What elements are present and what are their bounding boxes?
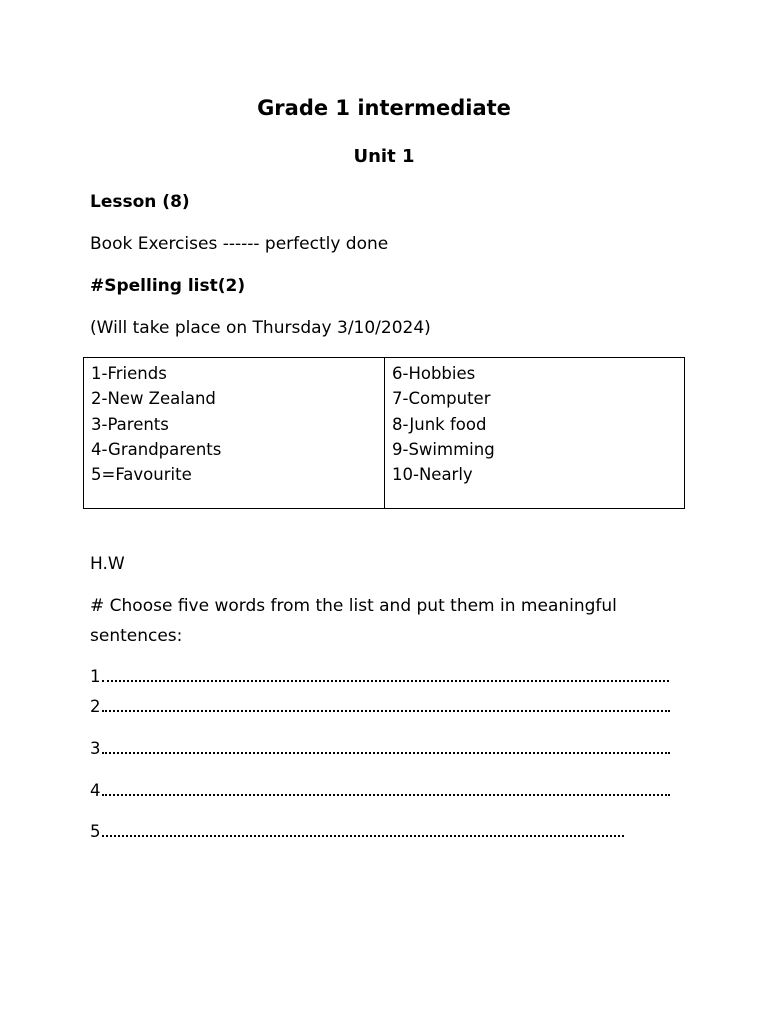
spelling-word: 1-Friends [91, 364, 167, 383]
homework-instruction: # Choose five words from the list and put them in meaningful [90, 596, 617, 616]
answer-line-number: 5 [90, 822, 101, 841]
spelling-word: 2-New Zealand [91, 389, 216, 409]
answer-line [90, 822, 624, 841]
answer-line [90, 739, 670, 758]
homework-label: H.W [90, 554, 125, 574]
answer-line-number: 4 [90, 781, 101, 800]
schedule-note: (Will take place on Thursday 3/10/2024) [90, 318, 431, 338]
spelling-column-right [384, 358, 684, 508]
answer-dotted-line [102, 831, 624, 837]
spelling-word: 7-Computer [392, 389, 491, 409]
spelling-word: 4-Grandparents [91, 439, 222, 459]
spelling-column-left [84, 358, 384, 508]
answer-line [90, 781, 670, 800]
answer-dotted-line [102, 706, 670, 712]
answer-dotted-line [102, 790, 670, 796]
spelling-word: 3-Parents [91, 414, 169, 434]
lesson-heading: Lesson (8) [90, 192, 190, 212]
answer-dotted-line [102, 748, 670, 754]
answer-line-number: 2 [90, 697, 101, 716]
spelling-word: 5=Favourite [91, 465, 192, 485]
answer-line-number: 3 [90, 739, 101, 758]
answer-line [90, 667, 669, 686]
spelling-word: 6-Hobbies [392, 364, 476, 383]
answer-line [90, 697, 670, 716]
answer-dotted-line [102, 676, 669, 682]
homework-instruction-continued: sentences: [90, 626, 183, 646]
spelling-word: 10-Nearly [392, 465, 473, 485]
answer-line-number: 1 [90, 667, 101, 686]
book-exercises-note: Book Exercises ------ perfectly done [90, 234, 389, 254]
spelling-table [83, 357, 685, 509]
spelling-word: 8-Junk food [392, 414, 487, 434]
page-title: Grade 1 intermediate [257, 96, 511, 120]
unit-heading: Unit 1 [353, 146, 415, 167]
spelling-word: 9-Swimming [392, 439, 495, 459]
spelling-list-heading: #Spelling list(2) [90, 276, 246, 296]
